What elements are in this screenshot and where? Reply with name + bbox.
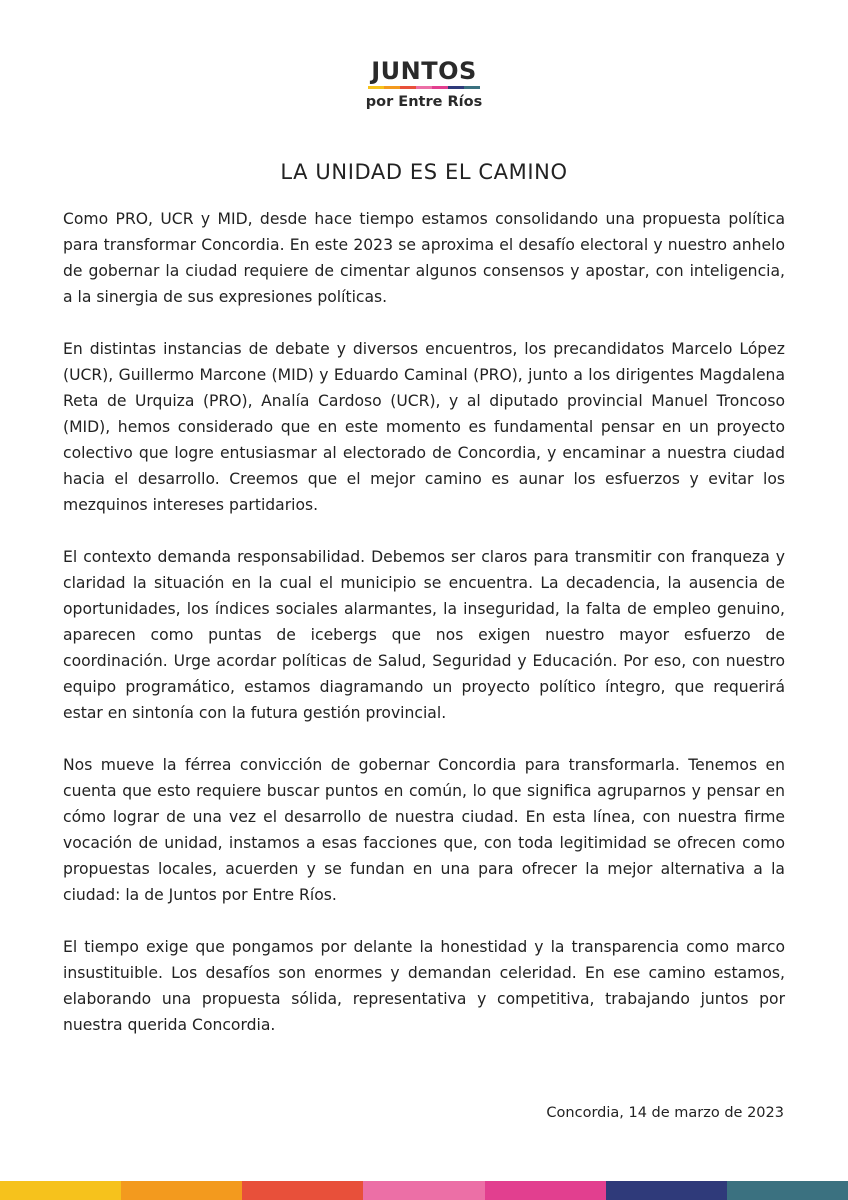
paragraph: El tiempo exige que pongamos por delante la honestidad y la transparencia como marco insustituible. Los desafíos son enormes y demandan celeridad. En ese camino estamos, elaborando una propuesta sólida, representativa y competitiva, trabajando juntos por nuestra querida Concordia. (63, 938, 785, 1034)
stripe-segment (727, 1181, 848, 1200)
document-title: LA UNIDAD ES EL CAMINO (280, 160, 568, 184)
logo-color-bar (368, 86, 480, 89)
paragraph: Como PRO, UCR y MID, desde hace tiempo estamos consolidando una propuesta política para transformar Concordia. En este 2023 se aproxima el desafío electoral y nuestro anhelo de gobernar la ciudad requiere de cimentar algunos consensos y apostar, con inteligencia, a la sinergia de sus expresiones políticas. (63, 210, 785, 306)
logo-bar-segment (368, 86, 384, 89)
date-line: Concordia, 14 de marzo de 2023 (546, 1105, 784, 1121)
stripe-segment (363, 1181, 484, 1200)
logo-wordmark: JUNTOS (371, 57, 477, 85)
paragraph: En distintas instancias de debate y diversos encuentros, los precandidatos Marcelo López (UCR), Guillermo Marcone (MID) y Eduardo Caminal (PRO), junto a los dirigentes Magdalena Reta de Urquiza (PRO), Analía Cardoso (UCR), y al diputado provincial Manuel Troncoso (MID), hemos considerado que en este momento es fundamental pensar en un proyecto colectivo que logre entusiasmar al electorado de Concordia, y encaminar a nuestra ciudad hacia el desarrollo. Creemos que el mejor camino es aunar los esfuerzos y evitar los mezquinos intereses partidarios. (63, 340, 785, 514)
stripe-segment (242, 1181, 363, 1200)
bottom-color-stripe (0, 1181, 848, 1200)
juntos-logo (0, 58, 848, 111)
stripe-segment (606, 1181, 727, 1200)
logo-bar-segment (400, 86, 416, 89)
stripe-segment (0, 1181, 121, 1200)
document-body (63, 206, 785, 1064)
paragraph: Nos mueve la férrea convicción de gobernar Concordia para transformarla. Tenemos en cuenta que esto requiere buscar puntos en común, lo que significa agruparnos y pensar en cómo lograr de una vez el desarrollo de nuestra ciudad. En esta línea, con nuestra firme vocación de unidad, instamos a esas facciones que, con toda legitimidad se ofrecen como propuestas locales, acuerden y se fundan en una para ofrecer la mejor alternativa a la ciudad: la de Juntos por Entre Ríos. (63, 756, 785, 904)
logo-bar-segment (448, 86, 464, 89)
logo-bar-segment (464, 86, 480, 89)
logo-bar-segment (416, 86, 432, 89)
stripe-segment (485, 1181, 606, 1200)
logo-bar-segment (384, 86, 400, 89)
paragraph: El contexto demanda responsabilidad. Debemos ser claros para transmitir con franqueza y claridad la situación en la cual el municipio se encuentra. La decadencia, la ausencia de oportunidades, los índices sociales alarmantes, la inseguridad, la falta de empleo genuino, aparecen como puntas de icebergs que nos exigen nuestro mayor esfuerzo de coordinación. Urge acordar políticas de Salud, Seguridad y Educación. Por eso, con nuestro equipo programático, estamos diagramando un proyecto político íntegro, que requerirá estar en sintonía con la futura gestión provincial. (63, 548, 785, 722)
logo-subtitle: por Entre Ríos (365, 94, 483, 110)
stripe-segment (121, 1181, 242, 1200)
logo-bar-segment (432, 86, 448, 89)
